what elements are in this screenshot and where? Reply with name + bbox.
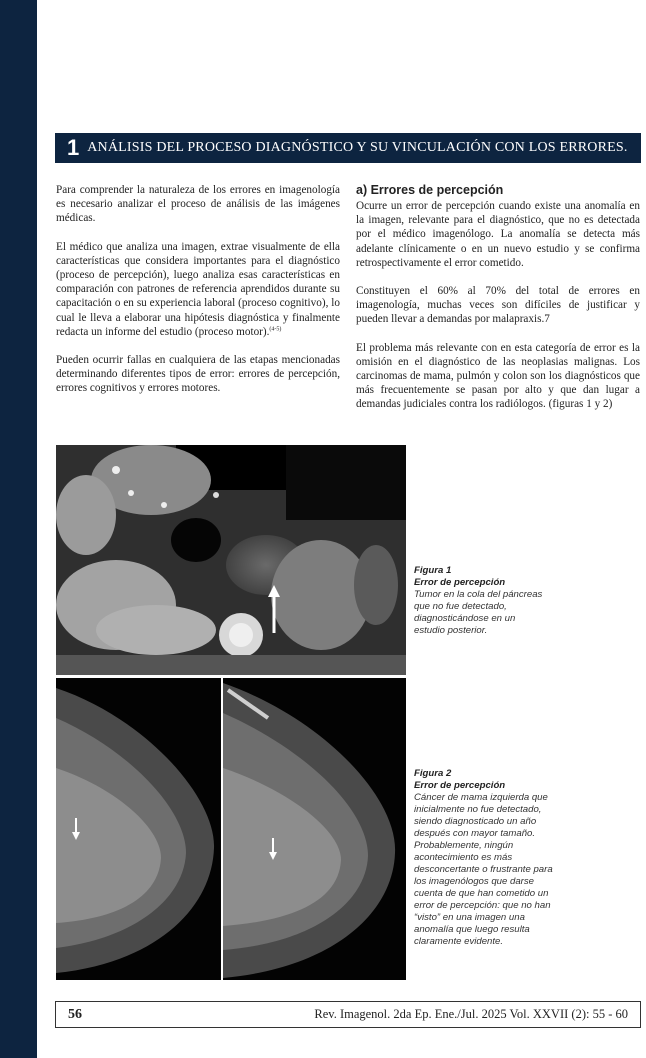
figure1-label: Figura 1 — [414, 565, 452, 576]
side-bar — [0, 0, 37, 1058]
paragraph: El problema más relevante con en esta categoría de error es la omisión en el diagnóstico de las neoplasias malignas. Los carcinomas de mama, pulmón y colon son los diagnósticos que más frecuentemente se pasan por alto y que dan lugar a demandas judiciales contra los radiólogos. (figuras 1 y 2) — [356, 341, 640, 411]
paragraph: Ocurre un error de percepción cuando existe una anomalía en la imagen, relevante para el diagnóstico, que no es detectada por el médico imagenólogo. La anomalía se detecta más adelante clínicamente o en un nuevo estudio y se confirma retrospectivamente el error cometido. — [356, 200, 640, 269]
figure1-text: Tumor en la cola del páncreas que no fue detectado, diagnosticándose en un estudio posterior. — [414, 589, 543, 636]
figure1-caption — [414, 565, 544, 637]
figure2-mammogram-left — [56, 678, 221, 980]
reference: (4-5) — [269, 326, 282, 333]
section-header — [55, 133, 641, 163]
figure1-title: Error de percepción — [414, 577, 506, 588]
paragraph — [56, 240, 340, 339]
journal-citation: Rev. Imagenol. 2da Ep. Ene./Jul. 2025 Vol. XXVII (2): 55 - 60 — [314, 1007, 628, 1021]
figure2-label: Figura 2 — [414, 768, 452, 779]
section-number: 1 — [67, 135, 80, 160]
right-column — [356, 183, 640, 426]
paragraph: Para comprender la naturaleza de los errores en imagenología es necesario analizar el proceso de análisis de las imágenes médicas. — [56, 184, 340, 225]
section-title: ANÁLISIS DEL PROCESO DIAGNÓSTICO Y SU VINCULACIÓN CON LOS ERRORES. — [87, 140, 628, 155]
figure2-title: Error de percepción — [414, 780, 506, 791]
figure2-text: Cáncer de mama izquierda que inicialmente no fue detectado, siendo diagnosticado un año después con mayor tamaño. Probablemente, ningún acontecimiento es más desconcertante o frustrante para los imagenólogos que darse cuenta de que han cometido un error de percepción: que no han “visto” en una imagen una anomalía que luego resulta claramente evidente. — [414, 792, 553, 947]
figure2-mammogram-right — [223, 678, 406, 980]
figure2-caption — [414, 768, 564, 948]
subsection-heading: a) Errores de percepción — [356, 183, 504, 197]
page-number: 56 — [68, 1006, 82, 1022]
paragraph: Pueden ocurrir fallas en cualquiera de las etapas mencionadas determinando diferentes tipos de error: errores de percepción, errores cognitivos y errores motores. — [56, 354, 340, 395]
paragraph: Constituyen el 60% al 70% del total de errores en imagenología, muchas veces son difíciles de justificar y pueden llevar a demandas por malapraxis.7 — [356, 285, 640, 326]
page-footer — [55, 1001, 641, 1028]
left-column — [56, 183, 340, 410]
figure1-ct-image — [56, 445, 406, 675]
paragraph-text: El médico que analiza una imagen, extrae visualmente de ella características que considera importantes para el diagnóstico (proceso de percepción), luego analiza esas características en comparación con patrones de referencia aprendidos durante su capacitación o en su experiencia laboral (proceso cognitivo), lo cual le lleva a elaborar una hipótesis diagnóstica y finalmente redacta un informe del estudio (proceso motor). — [56, 240, 340, 338]
